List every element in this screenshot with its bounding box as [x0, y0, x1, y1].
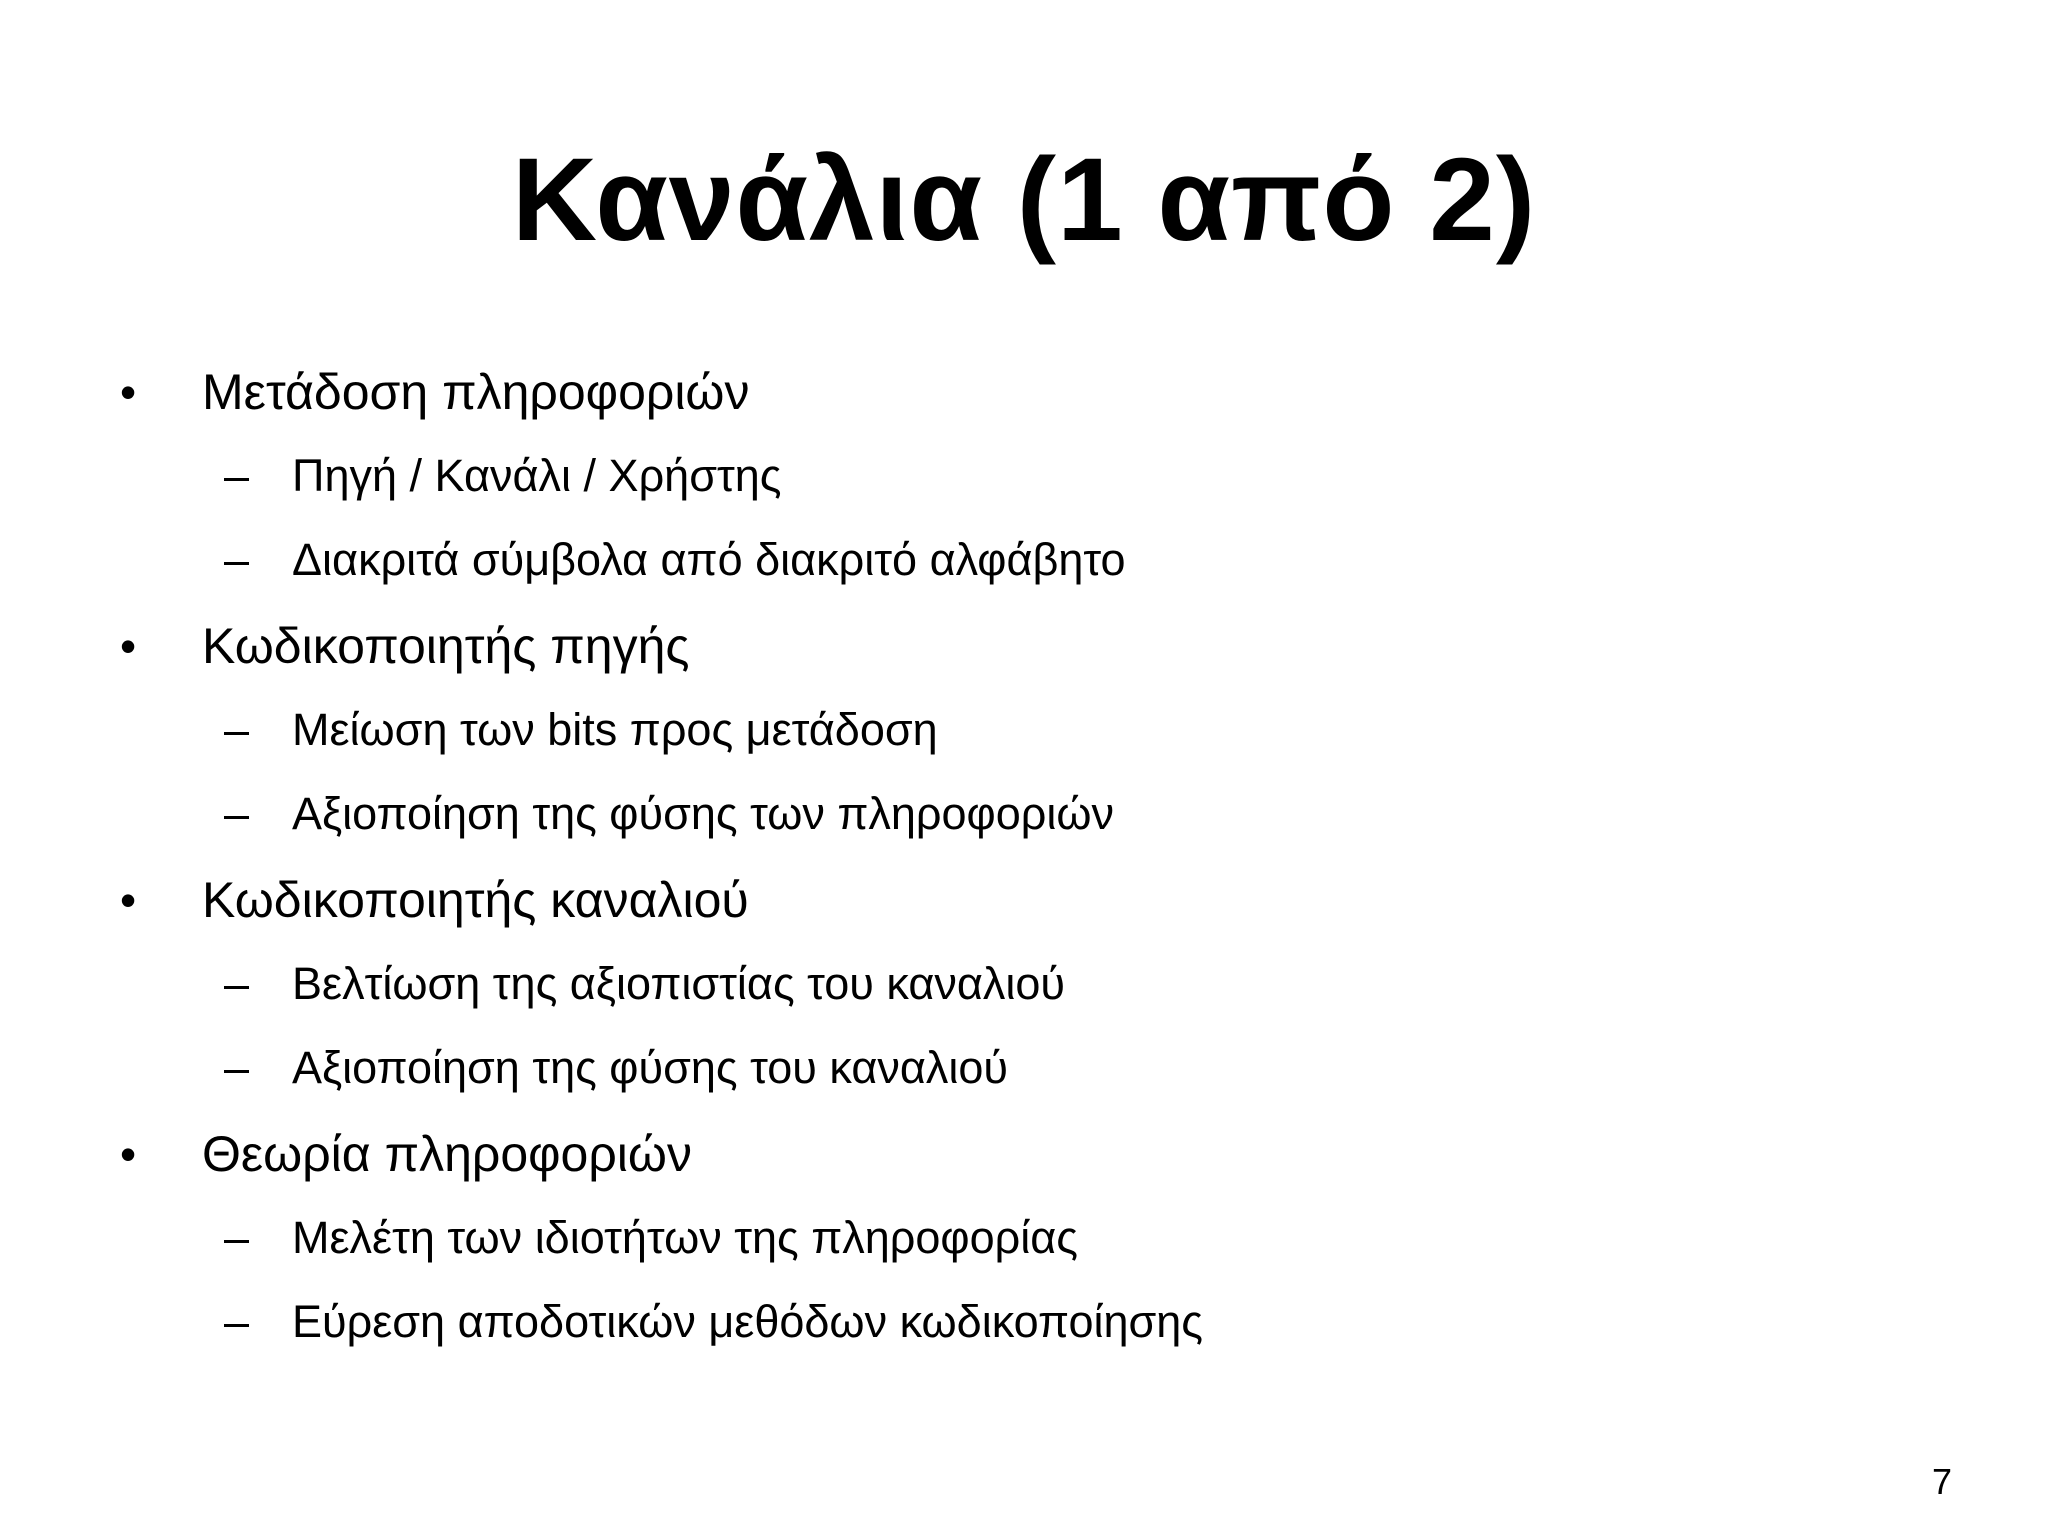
- bullet-item-1: [120, 360, 1920, 424]
- bullet-text: Κωδικοποιητής καναλιού: [202, 872, 749, 928]
- sub-item-text: Αξιοποίηση της φύσης του καναλιού: [292, 1042, 1008, 1093]
- bullet-text: Θεωρία πληροφοριών: [202, 1126, 692, 1182]
- bullet-item-3: [120, 868, 1920, 932]
- dash-marker: –: [224, 958, 250, 1009]
- dash-marker: –: [224, 450, 250, 501]
- bullet-item-2: [120, 614, 1920, 678]
- sub-item-text: Μείωση των bits προς μετάδοση: [292, 704, 938, 755]
- bullet-marker: •: [120, 874, 137, 926]
- dash-marker: –: [224, 1212, 250, 1263]
- bullet-text: Μετάδοση πληροφοριών: [202, 364, 750, 420]
- sub-item-text: Διακριτά σύμβολα από διακριτό αλφάβητο: [292, 534, 1126, 585]
- sub-item-text: Εύρεση αποδοτικών μεθόδων κωδικοποίησης: [292, 1296, 1203, 1347]
- sub-item-3-2: [120, 1038, 1920, 1098]
- sub-item-text: Βελτίωση της αξιοπιστίας του καναλιού: [292, 958, 1066, 1009]
- sub-item-text: Αξιοποίηση της φύσης των πληροφοριών: [292, 788, 1114, 839]
- dash-marker: –: [224, 1296, 250, 1347]
- sub-item-2-1: [120, 700, 1920, 760]
- sub-item-4-2: [120, 1292, 1920, 1352]
- sub-item-4-1: [120, 1208, 1920, 1268]
- sub-item-text: Πηγή / Κανάλι / Χρήστης: [292, 450, 782, 501]
- bullet-marker: •: [120, 620, 137, 672]
- dash-marker: –: [224, 788, 250, 839]
- dash-marker: –: [224, 704, 250, 755]
- bullet-marker: •: [120, 366, 137, 418]
- sub-item-2-2: [120, 784, 1920, 844]
- dash-marker: –: [224, 1042, 250, 1093]
- bullet-marker: •: [120, 1128, 137, 1180]
- sub-item-1-1: [120, 446, 1920, 506]
- dash-marker: –: [224, 534, 250, 585]
- bullet-text: Κωδικοποιητής πηγής: [202, 618, 690, 674]
- sub-item-3-1: [120, 954, 1920, 1014]
- bullet-list: [120, 360, 1920, 1376]
- sub-item-text: Μελέτη των ιδιοτήτων της πληροφορίας: [292, 1212, 1078, 1263]
- page-number: 7: [1931, 1461, 1952, 1502]
- bullet-item-4: [120, 1122, 1920, 1186]
- sub-item-1-2: [120, 530, 1920, 590]
- slide-title: Κανάλια (1 από 2): [511, 134, 1537, 266]
